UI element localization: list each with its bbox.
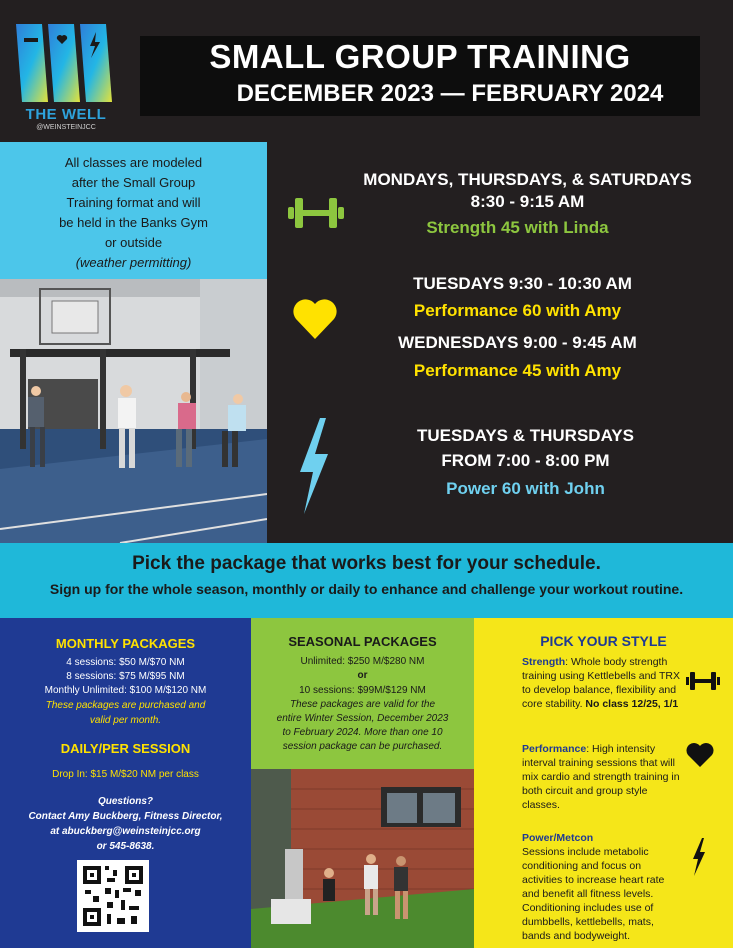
monthly-heading: MONTHLY PACKAGES <box>55 636 196 651</box>
intro-panel <box>0 142 267 279</box>
block3-class: Power 60 with John <box>446 479 605 498</box>
seasonal-or: or <box>357 670 368 681</box>
drop-in-price: Drop In: $15 M/$20 NM per class <box>52 769 199 780</box>
dumbbell-icon <box>686 670 720 692</box>
block2-days2: WEDNESDAYS 9:00 - 9:45 AM <box>398 333 637 352</box>
power-label: Power/Metcon <box>522 832 594 844</box>
daily-heading: DAILY/PER SESSION <box>60 741 191 756</box>
page-subtitle: DECEMBER 2023 — FEBRUARY 2024 <box>236 80 664 107</box>
power-text: Sessions include metabolic conditioning and focus on activities to increase heart rate and benefit all fitness levels. Conditioning includes use of dumbbells, kettlebells, mats, bands and bodyweight. <box>522 846 665 942</box>
seasonal-note: to February 2024. More than one 10 <box>282 727 443 738</box>
banner-heading: Pick the package that works best for your schedule. <box>132 553 601 574</box>
qr-code[interactable] <box>77 860 149 932</box>
logo-subtext: @WEINSTEINJCC <box>36 124 96 131</box>
lightning-icon <box>692 838 706 876</box>
monthly-packages-panel <box>0 618 251 948</box>
page-title: SMALL GROUP TRAINING <box>209 38 631 75</box>
lightning-icon <box>298 418 330 514</box>
monthly-item: Monthly Unlimited: $100 M/$120 NM <box>44 685 207 696</box>
monthly-item: 8 sessions: $75 M/$95 NM <box>66 671 185 682</box>
gym-photo <box>0 279 267 543</box>
block3-days: TUESDAYS & THURSDAYS <box>417 426 634 445</box>
block1-class: Strength 45 with Linda <box>426 218 609 237</box>
monthly-item: 4 sessions: $50 M/$70 NM <box>66 657 185 668</box>
pick-style-panel <box>474 618 733 948</box>
block2-days1: TUESDAYS 9:30 - 10:30 AM <box>413 274 632 293</box>
seasonal-ten: 10 sessions: $99M/$129 NM <box>299 685 426 696</box>
block1-days: MONDAYS, THURSDAYS, & SATURDAYS <box>363 170 692 189</box>
questions-label: Questions? <box>97 796 153 807</box>
package-banner <box>0 543 733 618</box>
heart-icon <box>686 742 714 768</box>
performance-text: : High intensity interval training sessions that will mix cardio and strength training in both circuit and group style classes. <box>522 743 680 811</box>
power-description <box>522 831 682 943</box>
logo-text: THE WELL <box>25 106 107 123</box>
seasonal-heading: SEASONAL PACKAGES <box>288 634 437 649</box>
intro-line: after the Small Group <box>71 175 196 190</box>
intro-note: (weather permitting) <box>75 255 192 270</box>
performance-description <box>522 742 682 812</box>
intro-line: be held in the Banks Gym <box>59 215 208 230</box>
strength-text: : Whole body strength training using Kettlebells and TRX to develop balance, flexibility and core stability. <box>522 656 680 710</box>
intro-line: Training format and will <box>66 195 201 210</box>
outdoor-photo <box>251 769 474 948</box>
strength-description <box>522 655 682 711</box>
performance-label: Performance <box>522 743 587 755</box>
block1-time: 8:30 - 9:15 AM <box>470 192 585 211</box>
monthly-note: valid per month. <box>89 715 162 726</box>
seasonal-note: These packages are valid for the <box>289 699 436 710</box>
seasonal-unlimited: Unlimited: $250 M/$280 NM <box>300 656 425 667</box>
strength-label: Strength <box>522 656 566 668</box>
contact-email[interactable]: at abuckberg@weinsteinjcc.org <box>50 826 201 837</box>
seasonal-note: session package can be purchased. <box>282 741 443 752</box>
contact-phone[interactable]: or 545-8638. <box>96 841 155 852</box>
intro-line: All classes are modeled <box>64 155 203 170</box>
contact-line: Contact Amy Buckberg, Fitness Director, <box>28 811 223 822</box>
strength-note: No class 12/25, 1/1 <box>585 698 679 710</box>
style-heading: PICK YOUR STYLE <box>540 633 667 649</box>
seasonal-packages-panel <box>251 618 474 769</box>
intro-line: or outside <box>104 235 163 250</box>
monthly-note: These packages are purchased and <box>45 700 206 711</box>
banner-subtext: Sign up for the whole season, monthly or daily to enhance and challenge your workout routine. <box>49 581 684 597</box>
block3-time: FROM 7:00 - 8:00 PM <box>441 451 610 470</box>
seasonal-note: entire Winter Session, December 2023 <box>276 713 449 724</box>
block2-class2: Performance 45 with Amy <box>413 361 622 380</box>
block2-class1: Performance 60 with Amy <box>413 301 622 320</box>
